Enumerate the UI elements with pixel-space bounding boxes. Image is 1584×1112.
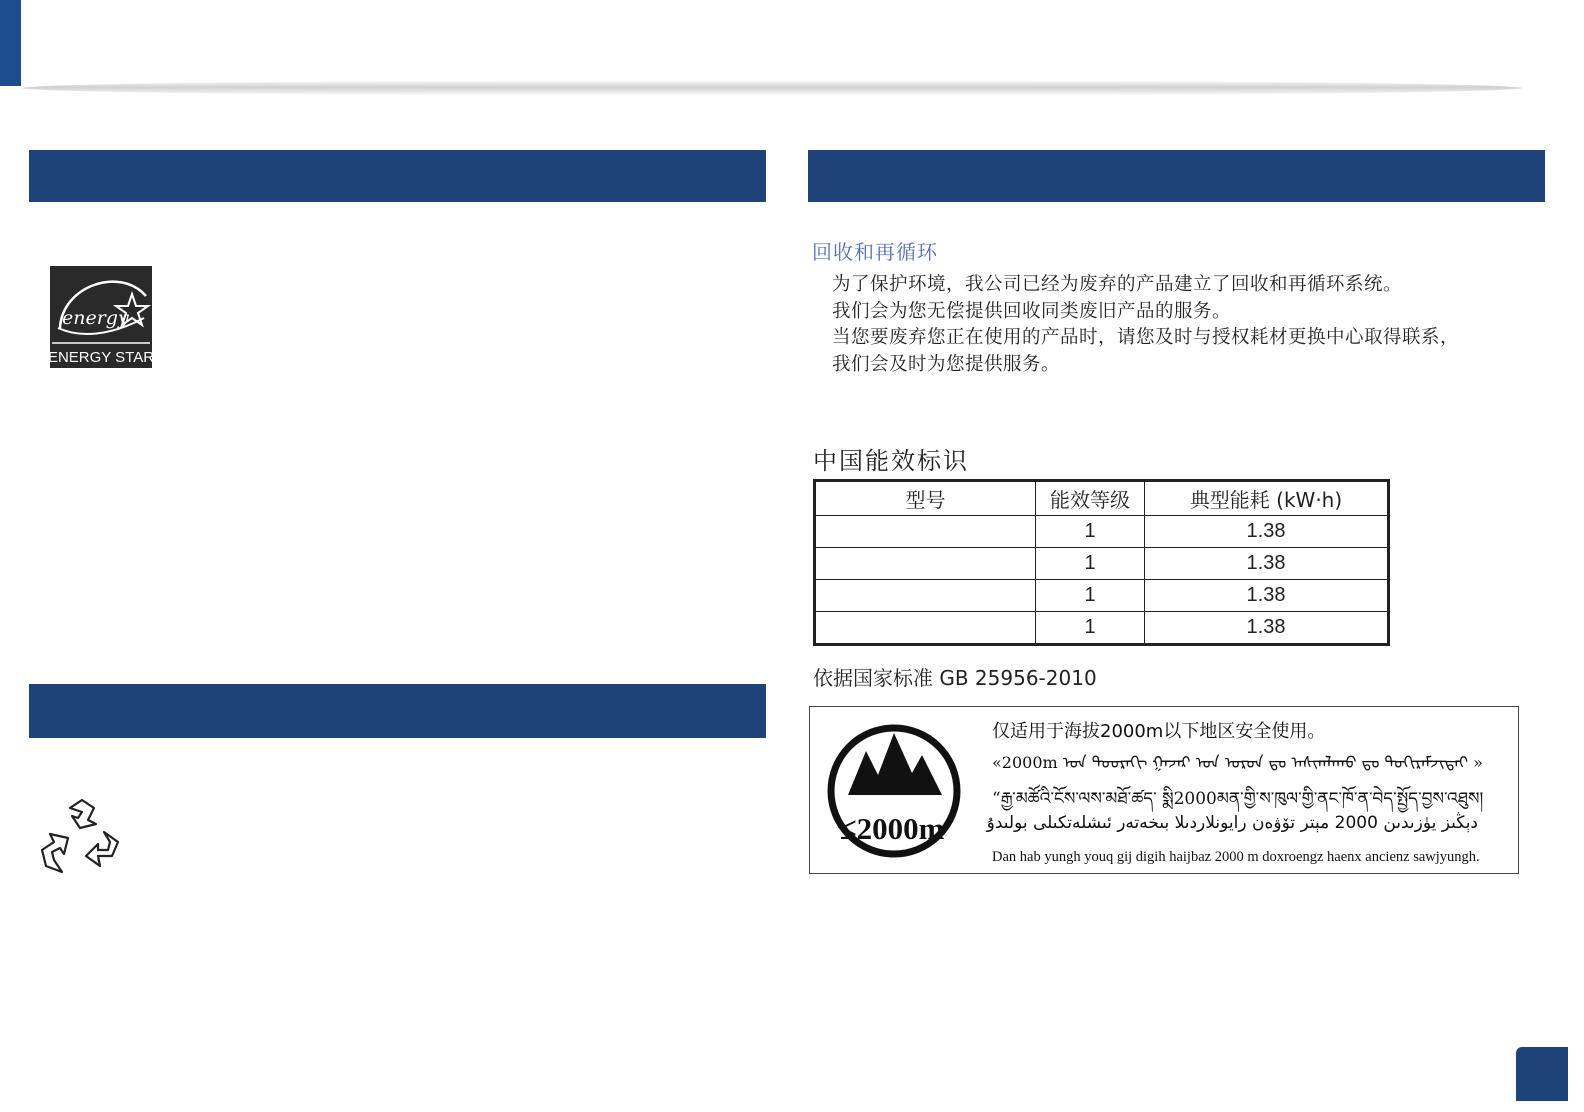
energy-label-table	[813, 479, 1390, 646]
altitude-icon-label: ≤2000m	[839, 811, 945, 846]
cell-model	[815, 580, 1036, 612]
cell-model	[815, 548, 1036, 580]
recycling-paragraph: 我们会及时为您提供服务。	[832, 353, 1061, 375]
altitude-text-zhuang: Dan hab yungh youq gij digih haijbaz 2000 m doxroengz haenx ancienz sawjyungh.	[992, 849, 1480, 865]
page-number-badge	[1516, 1047, 1568, 1101]
recycling-paragraph: 我们会为您无偿提供回收同类废旧产品的服务。	[832, 300, 1232, 322]
cell-grade: 1	[1036, 548, 1145, 580]
cell-consumption: 1.38	[1145, 548, 1389, 580]
cell-model	[815, 516, 1036, 548]
cell-consumption: 1.38	[1145, 580, 1389, 612]
svg-text:energy: energy	[62, 307, 129, 329]
altitude-notice	[809, 706, 1519, 874]
altitude-text-uyghur: دېڭىز يۈزىدىن 2000 مېتر تۆۋەن رايونلاردىلا بىخەتەر ئىشلەتكىلى بولىدۇ	[986, 813, 1478, 833]
column-header-model: 型号	[815, 481, 1036, 516]
energy-star-label: ENERGY STAR	[50, 349, 152, 366]
recycling-paragraph: 为了保护环境，我公司已经为废弃的产品建立了回收和再循环系统。	[832, 274, 1403, 295]
recycling-body	[832, 272, 1552, 378]
column-header-consumption: 典型能耗 (kW·h)	[1145, 481, 1389, 516]
cell-grade: 1	[1036, 580, 1145, 612]
table-row	[815, 580, 1389, 612]
section-bar-china	[808, 150, 1545, 202]
section-bar-recycling	[29, 684, 766, 738]
table-row	[815, 516, 1389, 548]
altitude-text-chinese: 仅适用于海拔2000m以下地区安全使用。	[992, 721, 1326, 742]
cell-grade: 1	[1036, 516, 1145, 548]
recycling-heading: 回收和再循环	[812, 240, 938, 264]
cell-consumption: 1.38	[1145, 612, 1389, 645]
altitude-text-tibetan: “རྒྱ་མཚོའི་ངོས་ལས་མཐོ་ཚད་ སྨི2000མན་གྱི་ས་ཁུལ་གྱི་ནང་ཁོ་ན་བེད་སྤྱོད་བྱས་འཐུས།	[992, 789, 1484, 809]
altitude-mountain-icon	[826, 717, 962, 865]
table-row	[815, 612, 1389, 645]
recycle-icon	[38, 798, 124, 882]
column-header-grade: 能效等级	[1036, 481, 1145, 516]
energy-star-logo	[50, 266, 152, 368]
recycling-paragraph: 当您要废弃您正在使用的产品时，请您及时与授权耗材更换中心取得联系，	[832, 327, 1460, 348]
energy-label-title: 中国能效标识	[813, 447, 969, 475]
energy-label-standard: 依据国家标准 GB 25956-2010	[813, 666, 1097, 690]
cell-consumption: 1.38	[1145, 516, 1389, 548]
table-header-row	[815, 481, 1389, 516]
section-bar-energy-star	[29, 150, 766, 202]
table-row	[815, 548, 1389, 580]
header-shadow	[22, 80, 1522, 96]
cell-grade: 1	[1036, 612, 1145, 645]
cell-model	[815, 612, 1036, 645]
corner-tab	[0, 0, 21, 86]
altitude-text-mongolian: «2000m ᠤᠨ ᠳᠣᠣᠷᠠᠬᠢ ᠭᠠᠵᠠᠷ ᠤᠨ ᠣᠷᠣᠨ ᠳᠤ ᠠᠰᠢᠭᠯᠠᠬᠤ ᠳᠤ ᠲᠣᠬᠢᠷᠠᠮᠵᠢᠲᠠᠢ »	[992, 753, 1483, 772]
